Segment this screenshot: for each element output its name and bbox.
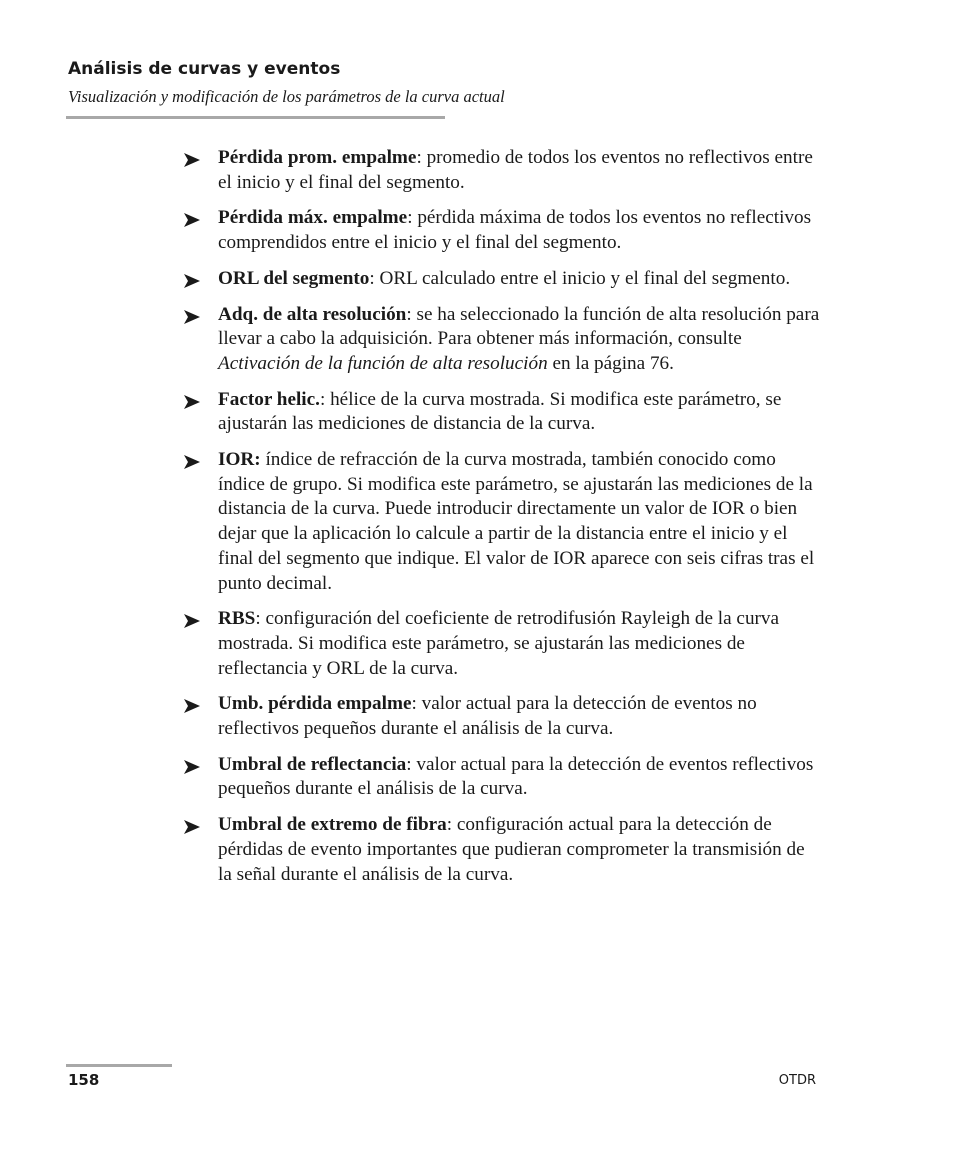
section-title: Análisis de curvas y eventos <box>68 59 341 79</box>
arrowhead-bullet-icon <box>184 455 200 469</box>
item-description: : se ha seleccionado la función de alta resolución para llevar a cabo la adquisición. Para obtener más información, consulte <box>218 303 820 350</box>
list-item-end-of-fiber-threshold <box>180 813 820 887</box>
item-description: : pérdida máxima de todos los eventos no reflectivos comprendidos entre el inicio y el final del segmento. <box>218 207 812 254</box>
list-item-segment-orl <box>180 267 820 292</box>
item-term: Factor helic. <box>218 388 320 410</box>
item-description: : valor actual para la detección de eventos no reflectivos pequeños durante el análisis de la curva. <box>218 693 757 740</box>
section-subtitle: Visualización y modificación de los parámetros de la curva actual <box>68 87 505 106</box>
list-item-high-resolution <box>180 303 820 377</box>
list-item-max-splice-loss <box>180 206 820 255</box>
page-number: 158 <box>68 1071 100 1089</box>
item-description: : valor actual para la detección de eventos reflectivos pequeños durante el análisis de la curva. <box>218 753 814 800</box>
item-term: Pérdida prom. empalme <box>218 147 417 168</box>
item-term: Adq. de alta resolución <box>218 303 407 325</box>
item-term: RBS <box>218 608 256 630</box>
parameter-list <box>180 146 820 898</box>
list-item-helix-factor <box>180 388 820 437</box>
item-term: Pérdida máx. empalme <box>218 207 408 229</box>
list-item-ior <box>180 448 820 596</box>
arrowhead-bullet-icon <box>184 310 200 324</box>
item-term: IOR: <box>218 449 261 471</box>
cross-reference-link[interactable]: Activación de la función de alta resolución <box>218 352 548 374</box>
list-item-avg-splice-loss <box>180 146 820 195</box>
item-description: : ORL calculado entre el inicio y el final del segmento. <box>369 267 791 289</box>
item-term: ORL del segmento <box>218 267 370 289</box>
product-name: OTDR <box>778 1073 816 1088</box>
list-item-reflectance-threshold <box>180 753 820 802</box>
arrowhead-bullet-icon <box>184 153 200 167</box>
item-description: : promedio de todos los eventos no reflectivos entre el inicio y el final del segmento. <box>218 147 813 193</box>
item-description: : hélice de la curva mostrada. Si modifica este parámetro, se ajustarán las mediciones de distancia de la curva. <box>218 388 782 435</box>
arrowhead-bullet-icon <box>184 213 200 227</box>
item-term: Umbral de reflectancia <box>218 753 407 775</box>
arrowhead-bullet-icon <box>184 760 200 774</box>
list-item-rbs <box>180 607 820 681</box>
footer-divider <box>66 1064 172 1067</box>
arrowhead-bullet-icon <box>184 274 200 288</box>
arrowhead-bullet-icon <box>184 395 200 409</box>
arrowhead-bullet-icon <box>184 699 200 713</box>
item-description: : configuración del coeficiente de retrodifusión Rayleigh de la curva mostrada. Si modifica este parámetro, se ajustarán las mediciones de reflectancia y ORL de la curva. <box>218 608 780 679</box>
item-description: : configuración actual para la detección de pérdidas de evento importantes que pudieran comprometer la transmisión de la señal durante el análisis de la curva. <box>218 814 805 885</box>
list-item-splice-loss-threshold <box>180 692 820 741</box>
item-term: Umb. pérdida empalme <box>218 693 412 715</box>
item-description: índice de refracción de la curva mostrada, también conocido como índice de grupo. Si modifica este parámetro, se ajustarán las mediciones de la distancia de la curva. Puede introducir directamente un valor de IOR o bien dejar que la aplicación lo calcule a partir de la distancia entre el inicio y el final del segmento que indique. El valor de IOR aparece con seis cifras tras el punto decimal. <box>218 449 815 594</box>
arrowhead-bullet-icon <box>184 820 200 834</box>
item-term: Umbral de extremo de fibra <box>218 814 447 836</box>
arrowhead-bullet-icon <box>184 614 200 628</box>
header-divider <box>66 116 445 119</box>
item-description-end: en la página 76. <box>547 352 674 374</box>
